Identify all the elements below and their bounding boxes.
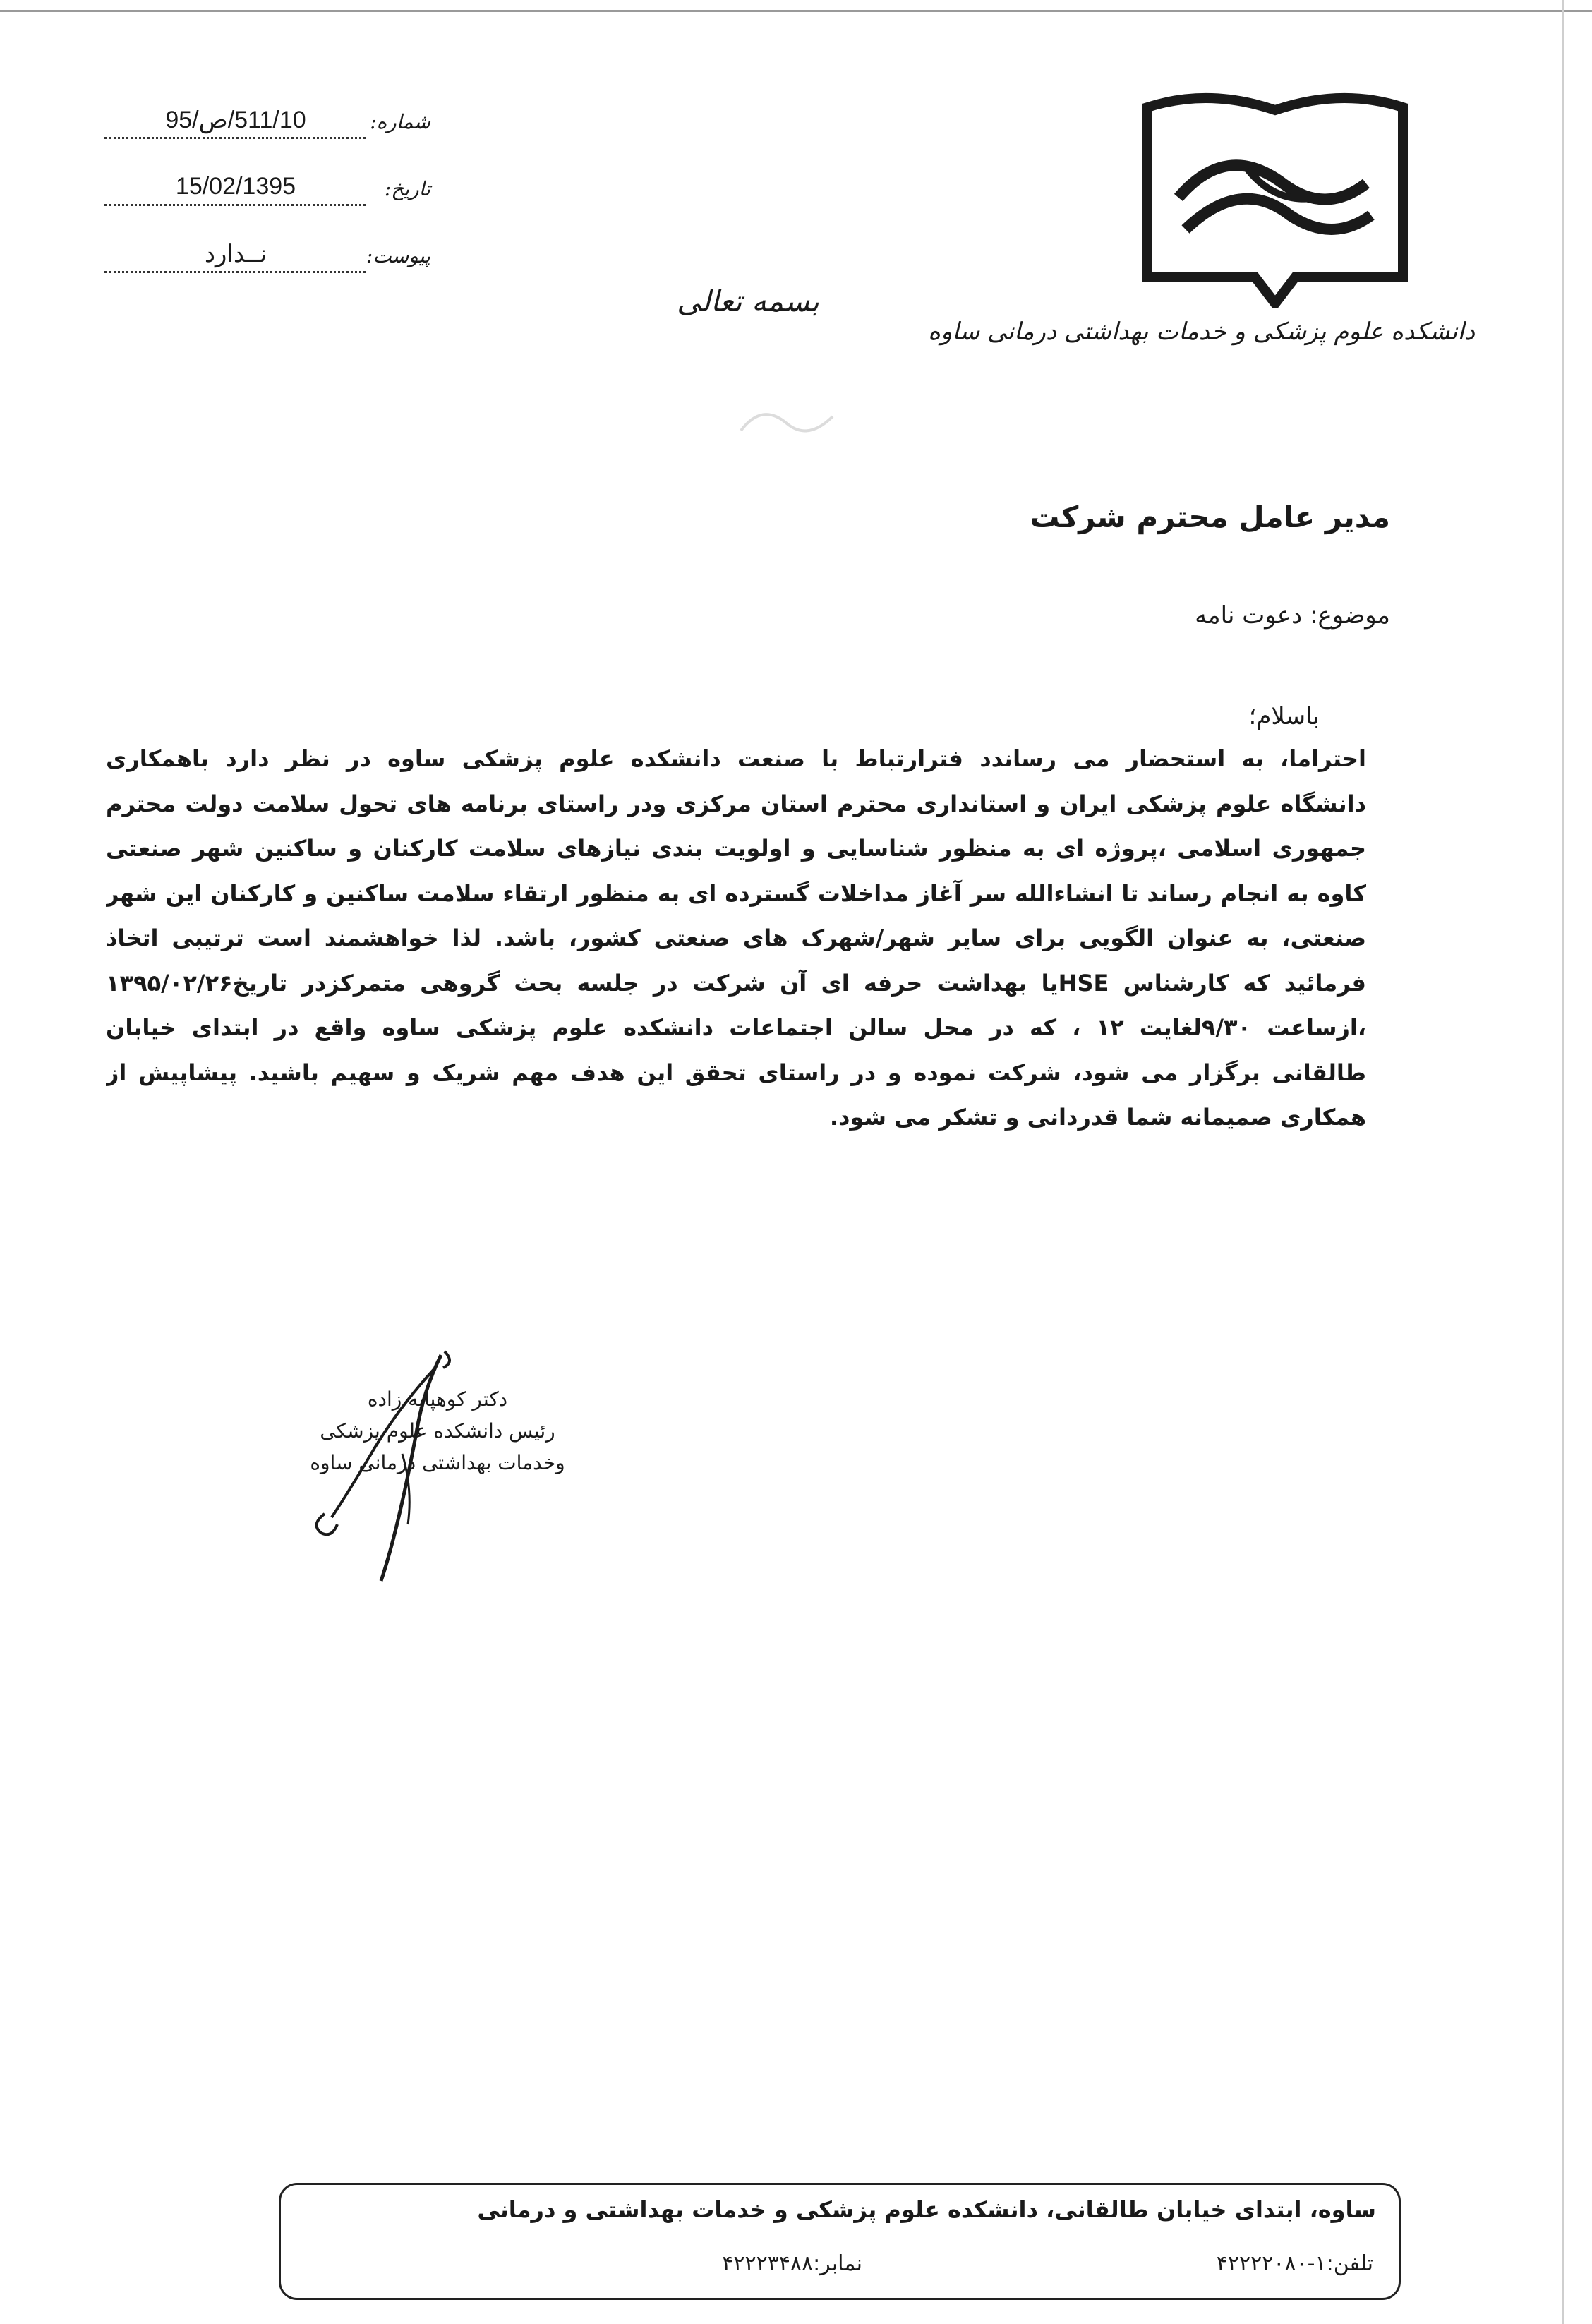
dotted-line [104, 137, 366, 139]
scan-edge-right [1562, 0, 1564, 2324]
dotted-line [104, 271, 366, 273]
attachment-field [99, 240, 430, 282]
scan-edge-top [0, 10, 1592, 12]
letter-body [106, 737, 1366, 1140]
handwritten-signature [282, 1348, 466, 1588]
subject-line: موضوع: دعوت نامه [1195, 601, 1390, 630]
bismillah-heading: بسمه تعالی [677, 284, 819, 318]
letter-number-field [99, 106, 430, 148]
body-line: همکاری صمیمانه شما قدردانی و تشکر می شود. [829, 1104, 1366, 1131]
signatory-name: دکتر کوهپایه زاده [367, 1387, 508, 1411]
body-line: جمهوری اسلامی ،پروژه ای به منظور شناسایی و اولویت بندی نیازهای سلامت کارکنان و ساکنین شهر صنعتی [106, 835, 1366, 862]
letter-date-label: تاریخ: [384, 177, 430, 200]
letter-number-label: شماره: [370, 110, 430, 133]
recipient-line: مدیر عامل محترم شرکت [1030, 500, 1390, 534]
body-line: احتراما، به استحضار می رساندد فترارتباط با صنعت دانشکده علوم پزشکی ساوه در نظر دارد باهمکاری [106, 745, 1366, 772]
footer-fax: نمابر:۴۲۲۲۳۴۸۸ [722, 2251, 862, 2276]
body-line: ،ازساعت ۹/۳۰لغایت ۱۲ ، که در محل سالن اجتماعات دانشکده علوم پزشکی ساوه واقع در ابتدای خیابان [106, 1014, 1366, 1041]
letter-date-value: 15/02/1395 [175, 173, 296, 200]
footer-address: ساوه، ابتدای خیابان طالقانی، دانشکده علوم پزشکی و خدمات بهداشتی و درمانی [477, 2196, 1376, 2223]
bleed-through-mark-icon [734, 395, 840, 452]
signatory-title: رئیس دانشکده علوم پزشکی [320, 1419, 555, 1443]
book-wave-logo-icon [1142, 92, 1409, 308]
attachment-label: پیوست: [366, 244, 430, 267]
letter-date-field [99, 173, 430, 215]
body-line: کاوه به انجام رساند تا انشاءالله سر آغاز مداخلات گسترده ای به منظور ارتقاء سلامت ساکنین و کارکنان این شهر [106, 879, 1366, 907]
footer-phone: تلفن:۱-۴۲۲۲۲۰۸۰ [1216, 2251, 1373, 2276]
footer-contact-box [279, 2183, 1401, 2300]
university-name: دانشکده علوم پزشکی و خدمات بهداشتی درمانی ساوه [928, 318, 1475, 346]
body-line: دانشگاه علوم پزشکی ایران و استانداری محترم استان مرکزی ودر راستای برنامه های تحول سلامت دولت محترم [106, 790, 1366, 817]
attachment-value: نــدارد [204, 241, 267, 267]
greeting-line: باسلام؛ [1248, 702, 1320, 730]
signatory-title: وخدمات بهداشتی درمانی ساوه [310, 1451, 565, 1474]
body-line: فرمائید که کارشناس HSEیا بهداشت حرفه ای آن شرکت در جلسه بحث گروهی متمرکزدر تاریخ۱۳۹۵/۰۲/۲۶ [106, 969, 1366, 997]
body-line: طالقانی برگزار می شود، شرکت نموده و در راستای تحقق این هدف مهم شریک و سهیم باشید. پیشاپیش از [106, 1059, 1366, 1086]
dotted-line [104, 204, 366, 206]
letter-number-value: 511/10/ص/95 [165, 107, 306, 133]
body-line: صنعتی، به عنوان الگویی برای سایر شهر/شهرک های صنعتی کشور، باشد. لذا خواهشمند است ترتیبی اتخاذ [106, 925, 1366, 951]
